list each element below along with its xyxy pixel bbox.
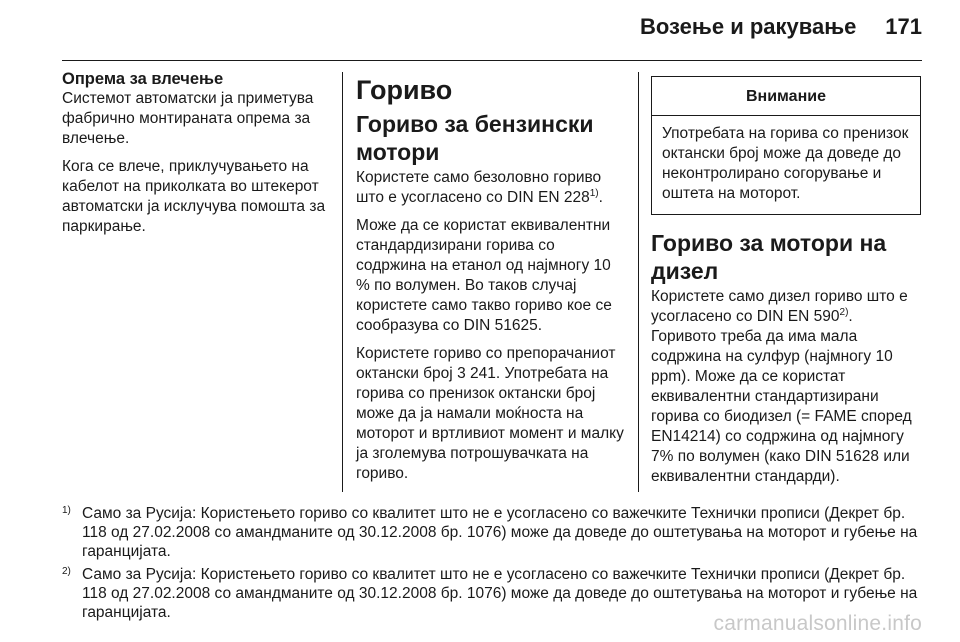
notice-box bbox=[651, 76, 921, 215]
footnote-ref-1[interactable]: 1) bbox=[589, 187, 599, 199]
fuel-title: Гориво bbox=[356, 75, 453, 105]
petrol-p1-end: . bbox=[598, 189, 603, 206]
column-middle bbox=[356, 70, 628, 492]
petrol-paragraph-2: Може да се користат еквивалентни стандардизирани горива со содржина на етанол од најмногу 10 % по волумен. Во таков случај користете само такво гориво кое се сообразува со DIN 51625. bbox=[356, 217, 612, 334]
diesel-p1-text: Користете само дизел гориво што е усогласено со DIN EN 590 bbox=[651, 288, 908, 325]
diesel-paragraph bbox=[651, 287, 921, 487]
petrol-paragraph-3 bbox=[356, 344, 628, 484]
column-divider-2 bbox=[638, 72, 639, 492]
footnote-1-mark: 1) bbox=[62, 505, 71, 516]
petrol-paragraph-1 bbox=[356, 168, 628, 208]
footnote-1 bbox=[62, 504, 924, 561]
diesel-subtitle: Гориво за мотори на дизел bbox=[651, 230, 887, 284]
column-left bbox=[62, 70, 330, 245]
footnote-2-text: Само за Русија: Користењето гориво со квалитет што не е усогласено со важечките Технички прописи (Декрет бр. 118 од 27.02.2008 со амандманите од 30.12.2008 бр. 1076) може да доведе до оштетувања на моторот и губење на гаранцијата. bbox=[82, 566, 918, 621]
petrol-p3-text: Користете гориво со препорачаниот октански број bbox=[356, 345, 616, 382]
diesel-p1-rest: . Горивото треба да има мала содржина на сулфур (најмногу 10 ppm). Може да се користат еквивалентни стандартизирани горива со биодизел (= FAME според EN14214) со содржина од најмногу 7% по волумен (како DIN 51628 или еквивалентни стандарди). bbox=[651, 308, 912, 485]
petrol-p1-text: Користете само безоловно гориво што е усогласено со DIN EN 228 bbox=[356, 169, 602, 206]
petrol-subtitle: Гориво за бензински мотори bbox=[356, 111, 594, 165]
page-reference-icon[interactable]: 3 bbox=[457, 365, 466, 382]
notice-title: Внимание bbox=[652, 77, 920, 116]
header-title: Возење и ракување bbox=[640, 14, 857, 39]
footnote-2-mark: 2) bbox=[62, 566, 71, 577]
footnotes bbox=[62, 504, 924, 626]
page-number: 171 bbox=[885, 14, 922, 39]
petrol-p3-rest: 241. Употребата на горива со пренизок октански број може да ја намали моќноста на моторот и вртливиот момент и малку ја зголемува потрошувачката на гориво. bbox=[356, 365, 624, 482]
notice-body: Употребата на горива со пренизок октански број може да доведе до неконтролирано согорување и оштета на моторот. bbox=[662, 125, 909, 202]
column-divider-1 bbox=[342, 72, 343, 492]
towing-paragraph-2: Кога се влече, приклучувањето на кабелот на приколката во штекерот автоматски ја исклучува помошта за паркирање. bbox=[62, 158, 326, 235]
towing-heading: Опрема за влечење bbox=[62, 70, 224, 88]
column-right bbox=[651, 70, 921, 495]
watermark: carmanualsonline.info bbox=[713, 612, 922, 635]
towing-paragraph-1: Системот автоматски ја приметува фабрично монтираната опрема за влечење. bbox=[62, 90, 314, 147]
footnote-ref-2[interactable]: 2) bbox=[839, 306, 849, 318]
footnote-1-text: Само за Русија: Користењето гориво со квалитет што не е усогласено со важечките Технички прописи (Декрет бр. 118 од 27.02.2008 со амандманите од 30.12.2008 бр. 1076) може да доведе до оштетувања на моторот и губење на гаранцијата. bbox=[82, 505, 918, 560]
header-rule bbox=[62, 60, 922, 61]
